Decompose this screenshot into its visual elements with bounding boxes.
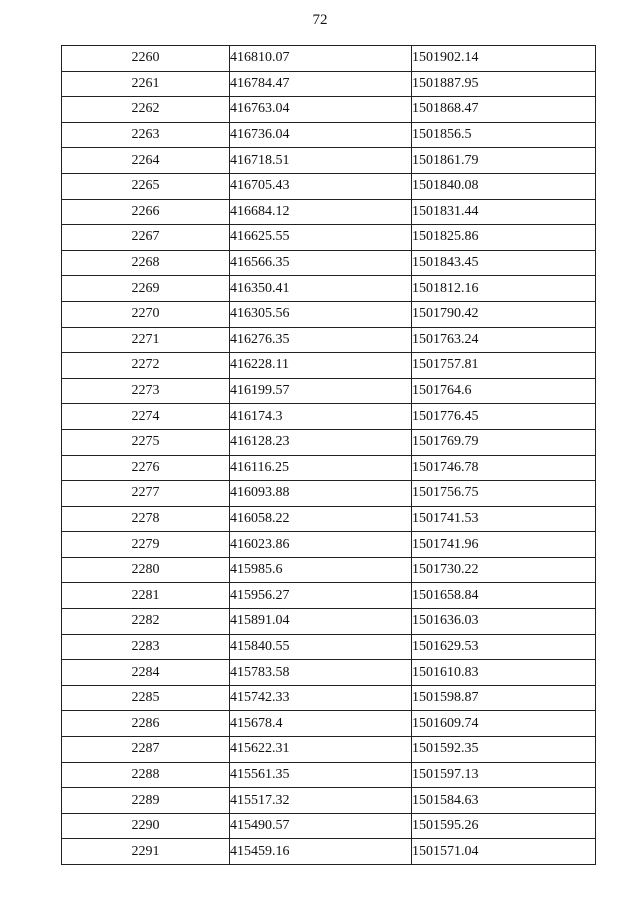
x-coordinate-cell: 415622.31: [230, 737, 412, 763]
x-coordinate-cell: 416784.47: [230, 71, 412, 97]
x-coordinate-cell: 416718.51: [230, 148, 412, 174]
point-number-cell: 2274: [62, 404, 230, 430]
x-coordinate-cell: 416810.07: [230, 46, 412, 72]
point-number-cell: 2266: [62, 199, 230, 225]
x-coordinate-cell: 415742.33: [230, 685, 412, 711]
x-coordinate-cell: 416566.35: [230, 250, 412, 276]
table-row: [62, 327, 596, 353]
y-coordinate-cell: 1501825.86: [412, 225, 596, 251]
y-coordinate-cell: 1501730.22: [412, 557, 596, 583]
table-row: [62, 353, 596, 379]
coordinates-table: [61, 45, 596, 865]
x-coordinate-cell: 415490.57: [230, 813, 412, 839]
y-coordinate-cell: 1501741.53: [412, 506, 596, 532]
table-row: [62, 455, 596, 481]
point-number-cell: 2291: [62, 839, 230, 865]
point-number-cell: 2260: [62, 46, 230, 72]
x-coordinate-cell: 416763.04: [230, 97, 412, 123]
page-number: 72: [312, 12, 328, 28]
x-coordinate-cell: 416350.41: [230, 276, 412, 302]
point-number-cell: 2279: [62, 532, 230, 558]
y-coordinate-cell: 1501812.16: [412, 276, 596, 302]
x-coordinate-cell: 416128.23: [230, 429, 412, 455]
point-number-cell: 2280: [62, 557, 230, 583]
table-row: [62, 301, 596, 327]
table-row: [62, 46, 596, 72]
y-coordinate-cell: 1501861.79: [412, 148, 596, 174]
x-coordinate-cell: 416736.04: [230, 122, 412, 148]
point-number-cell: 2288: [62, 762, 230, 788]
y-coordinate-cell: 1501902.14: [412, 46, 596, 72]
y-coordinate-cell: 1501636.03: [412, 609, 596, 635]
point-number-cell: 2272: [62, 353, 230, 379]
point-number-cell: 2267: [62, 225, 230, 251]
x-coordinate-cell: 416174.3: [230, 404, 412, 430]
point-number-cell: 2278: [62, 506, 230, 532]
point-number-cell: 2281: [62, 583, 230, 609]
x-coordinate-cell: 415891.04: [230, 609, 412, 635]
table-row: [62, 685, 596, 711]
table-row: [62, 404, 596, 430]
x-coordinate-cell: 416705.43: [230, 173, 412, 199]
table-row: [62, 97, 596, 123]
point-number-cell: 2269: [62, 276, 230, 302]
x-coordinate-cell: 416305.56: [230, 301, 412, 327]
table-row: [62, 660, 596, 686]
table-row: [62, 225, 596, 251]
y-coordinate-cell: 1501598.87: [412, 685, 596, 711]
table-row: [62, 429, 596, 455]
x-coordinate-cell: 416116.25: [230, 455, 412, 481]
y-coordinate-cell: 1501776.45: [412, 404, 596, 430]
x-coordinate-cell: 415783.58: [230, 660, 412, 686]
table-row: [62, 148, 596, 174]
table-row: [62, 378, 596, 404]
point-number-cell: 2289: [62, 788, 230, 814]
table-row: [62, 609, 596, 635]
table-row: [62, 583, 596, 609]
table-row: [62, 122, 596, 148]
table-row: [62, 481, 596, 507]
y-coordinate-cell: 1501597.13: [412, 762, 596, 788]
y-coordinate-cell: 1501592.35: [412, 737, 596, 763]
x-coordinate-cell: 415459.16: [230, 839, 412, 865]
table-row: [62, 711, 596, 737]
x-coordinate-cell: 415561.35: [230, 762, 412, 788]
point-number-cell: 2273: [62, 378, 230, 404]
y-coordinate-cell: 1501595.26: [412, 813, 596, 839]
y-coordinate-cell: 1501790.42: [412, 301, 596, 327]
table-row: [62, 506, 596, 532]
y-coordinate-cell: 1501856.5: [412, 122, 596, 148]
point-number-cell: 2286: [62, 711, 230, 737]
y-coordinate-cell: 1501769.79: [412, 429, 596, 455]
x-coordinate-cell: 416058.22: [230, 506, 412, 532]
table-row: [62, 250, 596, 276]
point-number-cell: 2284: [62, 660, 230, 686]
coordinates-table-body: [62, 46, 596, 865]
x-coordinate-cell: 415956.27: [230, 583, 412, 609]
table-row: [62, 737, 596, 763]
x-coordinate-cell: 416199.57: [230, 378, 412, 404]
x-coordinate-cell: 415985.6: [230, 557, 412, 583]
y-coordinate-cell: 1501757.81: [412, 353, 596, 379]
table-row: [62, 173, 596, 199]
x-coordinate-cell: 416023.86: [230, 532, 412, 558]
point-number-cell: 2262: [62, 97, 230, 123]
point-number-cell: 2263: [62, 122, 230, 148]
point-number-cell: 2277: [62, 481, 230, 507]
x-coordinate-cell: 416093.88: [230, 481, 412, 507]
table-row: [62, 813, 596, 839]
x-coordinate-cell: 416228.11: [230, 353, 412, 379]
point-number-cell: 2261: [62, 71, 230, 97]
x-coordinate-cell: 416684.12: [230, 199, 412, 225]
point-number-cell: 2270: [62, 301, 230, 327]
y-coordinate-cell: 1501746.78: [412, 455, 596, 481]
y-coordinate-cell: 1501840.08: [412, 173, 596, 199]
table-row: [62, 557, 596, 583]
table-row: [62, 276, 596, 302]
point-number-cell: 2264: [62, 148, 230, 174]
point-number-cell: 2290: [62, 813, 230, 839]
x-coordinate-cell: 415678.4: [230, 711, 412, 737]
point-number-cell: 2265: [62, 173, 230, 199]
y-coordinate-cell: 1501831.44: [412, 199, 596, 225]
x-coordinate-cell: 415517.32: [230, 788, 412, 814]
table-row: [62, 532, 596, 558]
x-coordinate-cell: 416276.35: [230, 327, 412, 353]
y-coordinate-cell: 1501868.47: [412, 97, 596, 123]
y-coordinate-cell: 1501887.95: [412, 71, 596, 97]
point-number-cell: 2276: [62, 455, 230, 481]
table-row: [62, 762, 596, 788]
table-row: [62, 839, 596, 865]
point-number-cell: 2287: [62, 737, 230, 763]
point-number-cell: 2285: [62, 685, 230, 711]
x-coordinate-cell: 415840.55: [230, 634, 412, 660]
y-coordinate-cell: 1501763.24: [412, 327, 596, 353]
point-number-cell: 2283: [62, 634, 230, 660]
point-number-cell: 2282: [62, 609, 230, 635]
table-row: [62, 788, 596, 814]
y-coordinate-cell: 1501756.75: [412, 481, 596, 507]
table-row: [62, 71, 596, 97]
y-coordinate-cell: 1501609.74: [412, 711, 596, 737]
y-coordinate-cell: 1501584.63: [412, 788, 596, 814]
y-coordinate-cell: 1501658.84: [412, 583, 596, 609]
y-coordinate-cell: 1501629.53: [412, 634, 596, 660]
y-coordinate-cell: 1501764.6: [412, 378, 596, 404]
y-coordinate-cell: 1501843.45: [412, 250, 596, 276]
point-number-cell: 2275: [62, 429, 230, 455]
y-coordinate-cell: 1501610.83: [412, 660, 596, 686]
y-coordinate-cell: 1501741.96: [412, 532, 596, 558]
table-row: [62, 634, 596, 660]
x-coordinate-cell: 416625.55: [230, 225, 412, 251]
y-coordinate-cell: 1501571.04: [412, 839, 596, 865]
table-row: [62, 199, 596, 225]
point-number-cell: 2268: [62, 250, 230, 276]
point-number-cell: 2271: [62, 327, 230, 353]
